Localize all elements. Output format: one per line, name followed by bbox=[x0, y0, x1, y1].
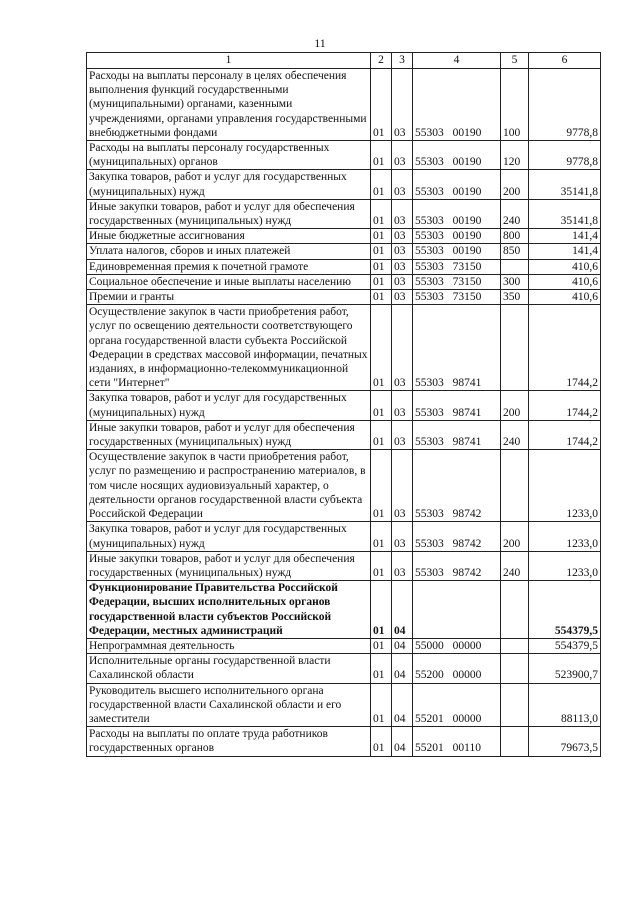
row-section: 01 bbox=[371, 305, 392, 391]
row-expense-type bbox=[501, 654, 529, 683]
row-target-article: 55303 98742 bbox=[413, 450, 501, 522]
row-name: Функционирование Правительства Российской Федерации, высших исполнительных органов государственной власти субъектов Российской Федерации, местных администраций bbox=[87, 581, 371, 639]
table-row bbox=[87, 391, 601, 420]
table-row bbox=[87, 274, 601, 289]
table-row bbox=[87, 229, 601, 244]
row-subsection: 04 bbox=[392, 654, 413, 683]
row-name: Непрограммная деятельность bbox=[87, 638, 371, 653]
table-row bbox=[87, 450, 601, 522]
row-section: 01 bbox=[371, 170, 392, 199]
table-row bbox=[87, 290, 601, 305]
row-amount: 1744,2 bbox=[529, 391, 601, 420]
row-amount: 554379,5 bbox=[529, 638, 601, 653]
row-name: Осуществление закупок в части приобретения работ, услуг по размещению и распространению материалов, в том числе носящих аудиовизуальный характер, о деятельности органов государственной власти субъекта Российской Федерации bbox=[87, 450, 371, 522]
table-row bbox=[87, 581, 601, 639]
column-header: 1 bbox=[87, 53, 371, 69]
row-amount: 410,6 bbox=[529, 274, 601, 289]
row-subsection: 03 bbox=[392, 244, 413, 259]
row-section: 01 bbox=[371, 727, 392, 756]
table-row bbox=[87, 259, 601, 274]
row-name: Руководитель высшего исполнительного органа государственной власти Сахалинской области и его заместители bbox=[87, 683, 371, 727]
row-section: 01 bbox=[371, 259, 392, 274]
row-name: Уплата налогов, сборов и иных платежей bbox=[87, 244, 371, 259]
row-section: 01 bbox=[371, 391, 392, 420]
row-subsection: 03 bbox=[392, 391, 413, 420]
row-amount: 1233,0 bbox=[529, 450, 601, 522]
row-expense-type bbox=[501, 581, 529, 639]
header-row bbox=[87, 53, 601, 69]
row-subsection: 04 bbox=[392, 727, 413, 756]
row-amount: 554379,5 bbox=[529, 581, 601, 639]
table-row bbox=[87, 141, 601, 170]
row-target-article: 55303 00190 bbox=[413, 170, 501, 199]
column-header: 2 bbox=[371, 53, 392, 69]
row-name: Социальное обеспечение и иные выплаты населению bbox=[87, 274, 371, 289]
row-section: 01 bbox=[371, 450, 392, 522]
table-row bbox=[87, 199, 601, 228]
row-target-article: 55303 00190 bbox=[413, 244, 501, 259]
table-row bbox=[87, 69, 601, 141]
row-target-article bbox=[413, 581, 501, 639]
row-amount: 9778,8 bbox=[529, 69, 601, 141]
row-name: Закупка товаров, работ и услуг для государственных (муниципальных) нужд bbox=[87, 522, 371, 551]
row-target-article: 55303 98741 bbox=[413, 420, 501, 449]
row-section: 01 bbox=[371, 581, 392, 639]
row-subsection: 03 bbox=[392, 229, 413, 244]
row-target-article: 55200 00000 bbox=[413, 654, 501, 683]
row-expense-type bbox=[501, 450, 529, 522]
row-subsection: 03 bbox=[392, 290, 413, 305]
table-row bbox=[87, 420, 601, 449]
row-name: Расходы на выплаты персоналу в целях обеспечения выполнения функций государственными (муниципальными) органами, казенными учреждениями, органами управления государственными внебюджетными фондами bbox=[87, 69, 371, 141]
row-name: Исполнительные органы государственной власти Сахалинской области bbox=[87, 654, 371, 683]
row-section: 01 bbox=[371, 522, 392, 551]
row-expense-type: 350 bbox=[501, 290, 529, 305]
row-amount: 1233,0 bbox=[529, 522, 601, 551]
column-header: 5 bbox=[501, 53, 529, 69]
row-name: Закупка товаров, работ и услуг для государственных (муниципальных) нужд bbox=[87, 391, 371, 420]
row-name: Расходы на выплаты персоналу государственных (муниципальных) органов bbox=[87, 141, 371, 170]
row-target-article: 55303 00190 bbox=[413, 229, 501, 244]
row-amount: 410,6 bbox=[529, 259, 601, 274]
budget-table bbox=[86, 52, 601, 757]
row-target-article: 55303 73150 bbox=[413, 290, 501, 305]
row-name: Иные закупки товаров, работ и услуг для обеспечения государственных (муниципальных) нужд bbox=[87, 551, 371, 580]
row-target-article: 55303 98742 bbox=[413, 551, 501, 580]
row-subsection: 03 bbox=[392, 305, 413, 391]
row-section: 01 bbox=[371, 274, 392, 289]
table-row bbox=[87, 170, 601, 199]
row-expense-type bbox=[501, 259, 529, 274]
row-subsection: 04 bbox=[392, 638, 413, 653]
row-name: Иные бюджетные ассигнования bbox=[87, 229, 371, 244]
row-name: Единовременная премия к почетной грамоте bbox=[87, 259, 371, 274]
row-target-article: 55303 73150 bbox=[413, 274, 501, 289]
row-name: Закупка товаров, работ и услуг для государственных (муниципальных) нужд bbox=[87, 170, 371, 199]
row-expense-type: 200 bbox=[501, 391, 529, 420]
row-expense-type: 200 bbox=[501, 522, 529, 551]
table-row bbox=[87, 638, 601, 653]
row-subsection: 04 bbox=[392, 581, 413, 639]
row-target-article: 55303 98741 bbox=[413, 305, 501, 391]
row-expense-type: 100 bbox=[501, 69, 529, 141]
row-section: 01 bbox=[371, 244, 392, 259]
table-row bbox=[87, 683, 601, 727]
row-expense-type: 850 bbox=[501, 244, 529, 259]
row-amount: 1744,2 bbox=[529, 305, 601, 391]
row-target-article: 55303 98741 bbox=[413, 391, 501, 420]
row-amount: 523900,7 bbox=[529, 654, 601, 683]
table-row bbox=[87, 551, 601, 580]
row-amount: 88113,0 bbox=[529, 683, 601, 727]
row-section: 01 bbox=[371, 683, 392, 727]
row-expense-type bbox=[501, 305, 529, 391]
row-name: Иные закупки товаров, работ и услуг для обеспечения государственных (муниципальных) нужд bbox=[87, 199, 371, 228]
row-target-article: 55303 98742 bbox=[413, 522, 501, 551]
row-expense-type: 240 bbox=[501, 420, 529, 449]
row-subsection: 03 bbox=[392, 450, 413, 522]
row-section: 01 bbox=[371, 654, 392, 683]
row-section: 01 bbox=[371, 199, 392, 228]
row-amount: 141,4 bbox=[529, 229, 601, 244]
row-expense-type: 240 bbox=[501, 199, 529, 228]
row-expense-type: 240 bbox=[501, 551, 529, 580]
row-target-article: 55201 00110 bbox=[413, 727, 501, 756]
row-subsection: 03 bbox=[392, 420, 413, 449]
row-section: 01 bbox=[371, 290, 392, 305]
row-subsection: 03 bbox=[392, 69, 413, 141]
row-expense-type bbox=[501, 727, 529, 756]
row-target-article: 55201 00000 bbox=[413, 683, 501, 727]
row-expense-type bbox=[501, 638, 529, 653]
row-subsection: 04 bbox=[392, 683, 413, 727]
table-row bbox=[87, 727, 601, 756]
page-number: 11 bbox=[314, 36, 326, 50]
row-amount: 1233,0 bbox=[529, 551, 601, 580]
row-amount: 141,4 bbox=[529, 244, 601, 259]
row-target-article: 55303 00190 bbox=[413, 199, 501, 228]
table-row bbox=[87, 522, 601, 551]
row-subsection: 03 bbox=[392, 141, 413, 170]
row-subsection: 03 bbox=[392, 522, 413, 551]
row-section: 01 bbox=[371, 229, 392, 244]
row-target-article: 55303 00190 bbox=[413, 141, 501, 170]
table-row bbox=[87, 654, 601, 683]
row-subsection: 03 bbox=[392, 274, 413, 289]
row-amount: 35141,8 bbox=[529, 170, 601, 199]
row-name: Осуществление закупок в части приобретения работ, услуг по освещению деятельности соответствующего органа государственной власти субъекта Российской Федерации в средствах массовой информации, печатных изданиях, в информационно-телекоммуникационной сети "Интернет" bbox=[87, 305, 371, 391]
row-subsection: 03 bbox=[392, 199, 413, 228]
row-amount: 35141,8 bbox=[529, 199, 601, 228]
table-row bbox=[87, 244, 601, 259]
row-section: 01 bbox=[371, 551, 392, 580]
row-target-article: 55000 00000 bbox=[413, 638, 501, 653]
row-amount: 9778,8 bbox=[529, 141, 601, 170]
row-section: 01 bbox=[371, 141, 392, 170]
column-header: 3 bbox=[392, 53, 413, 69]
row-target-article: 55303 73150 bbox=[413, 259, 501, 274]
row-target-article: 55303 00190 bbox=[413, 69, 501, 141]
row-expense-type: 300 bbox=[501, 274, 529, 289]
row-name: Иные закупки товаров, работ и услуг для обеспечения государственных (муниципальных) нужд bbox=[87, 420, 371, 449]
row-subsection: 03 bbox=[392, 259, 413, 274]
row-amount: 410,6 bbox=[529, 290, 601, 305]
column-header: 6 bbox=[529, 53, 601, 69]
row-expense-type: 200 bbox=[501, 170, 529, 199]
row-subsection: 03 bbox=[392, 170, 413, 199]
row-name: Премии и гранты bbox=[87, 290, 371, 305]
table-row bbox=[87, 305, 601, 391]
row-expense-type: 120 bbox=[501, 141, 529, 170]
row-amount: 79673,5 bbox=[529, 727, 601, 756]
column-header: 4 bbox=[413, 53, 501, 69]
row-section: 01 bbox=[371, 420, 392, 449]
row-expense-type bbox=[501, 683, 529, 727]
row-section: 01 bbox=[371, 69, 392, 141]
row-name: Расходы на выплаты по оплате труда работников государственных органов bbox=[87, 727, 371, 756]
row-section: 01 bbox=[371, 638, 392, 653]
row-subsection: 03 bbox=[392, 551, 413, 580]
row-expense-type: 800 bbox=[501, 229, 529, 244]
row-amount: 1744,2 bbox=[529, 420, 601, 449]
